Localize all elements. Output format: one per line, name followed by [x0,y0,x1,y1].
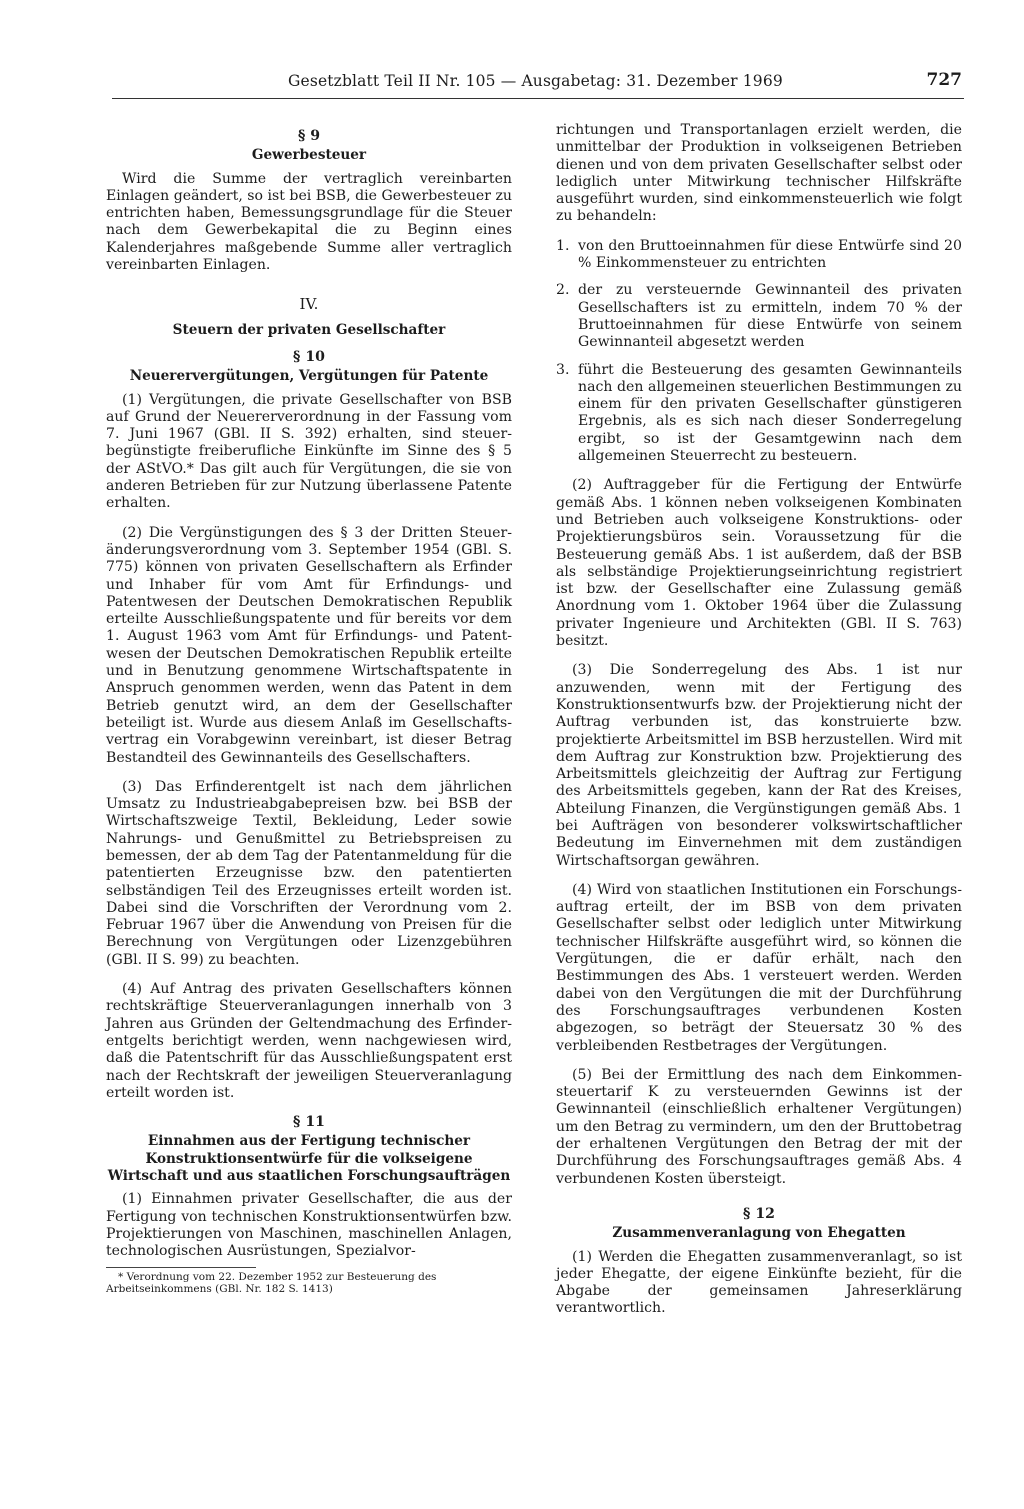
section-11-paragraph-5: (5) Bei der Ermittlung des nach dem Einkommensteuertarif K zu versteuernden Gewinns ist der Gewinnanteil (einschließlich erhaltener Vergütungen) um den Betrag zu vermindern, um den der Bruttobetrag der erhaltenen Vergütungen den Betrag der mit der Durchführung des Forschungsauftrages gemäß Abs. 4 verbundenen Kosten übersteigt. [556,1066,962,1187]
section-11-paragraph-2: (2) Auftraggeber für die Fertigung der Entwürfe gemäß Abs. 1 können neben volkseigenen Kombinaten und Betrieben auch volkseigene Konstruktions- oder Projektierungsbüros sein. Voraussetzung für die Besteuerung gemäß Abs. 1 ist außerdem, daß der BSB als selbständige Projektierungseinrichtung registriert ist bzw. der Gesellschafter eine Zulassung gemäß Anordnung vom 1. Oktober 1964 über die Zulassung privater Ingenieure und Architekten (GBl. II S. 763) besitzt. [556,477,962,650]
section-11-paragraph-1-continued: richtungen und Transportanlagen erzielt werden, die unmittelbar der Produktion in volkseigenen Betrieben dienen und von dem privaten Gesellschafter selbst oder lediglich unter Mitwirkung technischer Hilfskräfte ausgeführt wurden, sind einkommensteuerlich wie folgt zu behandeln: [556,122,962,225]
section-11-paragraph-4: (4) Wird von staatlichen Institutionen ein Forschungsauftrag erteilt, der im BSB von dem privaten Gesellschafter selbst oder lediglich unter Mitwirkung technischer Hilfskräfte ausgeführt wird, so können die Vergütungen, die er dafür erhält, nach den Bestimmungen des Abs. 1 versteuert werden. Werden dabei von den Vergütungen die mit der Durchführung des Forschungsauftrages verbundenen Kosten abgezogen, so beträgt der Steuersatz 30 % des verbleibenden Restbetrages der Vergütungen. [556,881,962,1054]
page-number: 727 [926,70,962,90]
right-column [556,122,962,1330]
list-item-number: 3. [556,361,570,378]
header-title: Gesetzblatt Teil II Nr. 105 — Ausgabetag: 31. Dezember 1969 [288,72,783,90]
list-item [556,282,962,351]
treatment-list [556,238,962,466]
section-10-paragraph-3: (3) Das Erfinderentgelt ist nach dem jährlichen Umsatz zu Industrieabgabepreisen bzw. bei BSB der Wirtschaftszweige Textil, Bekleidung, Leder sowie Nahrungs- und Genußmittel zu Betriebspreisen zu bemessen, der ab dem Tag der Patentanmeldung für die patentierten Erzeugnisse bzw. den patentierten selbständigen Teil des Erzeugnisses erteilt worden ist. Dabei sind die Vorschriften der Verordnung vom 2. Februar 1967 über die Anwendung von Preisen für die Berechnung von Vergütungen oder Lizenzgebühren (GBl. II S. 99) zu beachten. [106,778,512,968]
list-item-number: 1. [556,237,570,254]
page-header [112,72,964,102]
section-12-title: Zusammenveranlagung von Ehegatten [612,1225,906,1242]
part-title: Steuern der privaten Gesellschafter [172,321,446,338]
footnote: * Verordnung vom 22. Dezember 1952 zur Besteuerung des Arbeitseinkommens (GBl. Nr. 182 S. 1413) [106,1270,437,1295]
list-item-text: führt die Besteuerung des gesamten Gewinnanteils nach den allgemeinen steuerlichen Bestimmungen zu einem für den privaten Gesellschafter günstigeren Ergebnis, als es sich nach dieser Sonderregelung ergibt, so ist der Gesamtgewinn nach dem allgemeinen Steuerrecht zu besteuern. [578,361,962,465]
part-number: IV. [299,295,319,314]
header-rule [112,98,964,99]
section-12-paragraph-1: (1) Werden die Ehegatten zusammenveranlagt, so ist jeder Ehegatte, der eigene Einkünfte bezieht, für die Abgabe der gemeinsamen Jahreserklärung verantwortlich. [556,1248,962,1317]
section-10-paragraph-1: (1) Vergütungen, die private Gesellschafter von BSB auf Grund der Neuererverordnung in der Fassung vom 7. Juni 1967 (GBl. II S. 392) erhalten, sind steuerbegünstigte freiberufliche Einkünfte im Sinne des § 5 der AStVO.* Das gilt auch für Vergütungen, die sie von anderen Betrieben für zur Nutzung überlassene Patente erhalten. [106,391,512,512]
list-item [556,238,962,273]
section-11-paragraph-1-start: (1) Einnahmen privater Gesellschafter, die aus der Fertigung von technischen Konstruktionsentwürfen bzw. Projektierungen von Maschinen, maschinellen Anlagen, technologischen Ausrüstungen, Spezialvor- [106,1191,512,1260]
section-10-title: Neuerervergütungen, Vergütungen für Patente [129,368,489,385]
section-9-paragraph: Wird die Summe der vertraglich vereinbarten Einlagen geändert, so ist bei BSB, die Gewerbesteuer zu entrichten haben, Bemessungsgrundlage für die Steuer nach dem Gewerbekapital die zu Beginn eines Kalenderjahres maßgebende Summe aller vertraglich vereinbarten Einlagen. [106,170,512,274]
section-11-number: § 11 [293,1114,325,1131]
footnote-rule [106,1267,437,1295]
section-10-paragraph-4: (4) Auf Antrag des privaten Gesellschafters können rechtskräftige Steuerveranlagungen innerhalb von 3 Jahren aus Gründen der Geltendmachung des Erfinderentgelts berichtigt werden, wenn nachgewiesen wird, daß die Patentschrift für das Ausschließungspatent erst nach der Rechtskraft der jeweiligen Steuerveranlagung erteilt worden ist. [106,981,512,1101]
left-column [106,122,512,1295]
list-item-number: 2. [556,282,570,299]
section-9-number: § 9 [297,128,321,144]
section-9-title: Gewerbesteuer [251,147,367,164]
list-item [556,362,962,466]
section-10-number: § 10 [293,348,325,365]
section-11-title: Einnahmen aus der Fertigung technischer Konstruktionsentwürfe für die volkseigene Wirtschaft und aus staatlichen Forschungsaufträgen [107,1133,511,1185]
section-11-paragraph-3: (3) Die Sonderregelung des Abs. 1 ist nur anzuwenden, wenn mit der Fertigung des Konstruktionsentwurfs bzw. der Projektierung nicht der Auftrag verbunden ist, das konstruierte bzw. projektierte Arbeitsmittel im BSB herzustellen. Wird mit dem Auftrag zur Konstruktion bzw. Projektierung des Arbeitsmittels gleichzeitig der Auftrag zur Fertigung des Arbeitsmittels gegeben, kann der Rat des Kreises, Abteilung Finanzen, die Vergünstigungen gemäß Abs. 1 bei Aufträgen von besonderer volkswirtschaftlicher Bedeutung im Einvernehmen mit dem zuständigen Wirtschaftsorgan gewähren. [556,662,962,869]
list-item-text: von den Bruttoeinnahmen für diese Entwürfe sind 20 % Einkommensteuer zu entrichten [578,237,962,272]
list-item-text: der zu versteuernde Gewinnanteil des privaten Gesellschafters ist zu ermitteln, indem 70 % der Bruttoeinnahmen für diese Entwürfe von seinem Gewinnanteil abgesetzt werden [578,282,962,351]
section-12-number: § 12 [743,1205,775,1222]
section-10-paragraph-2: (2) Die Vergünstigungen des § 3 der Dritten Steueränderungsverordnung vom 3. September 1954 (GBl. S. 775) können von privaten Gesellschaftern als Erfinder und Inhaber für vom Amt für Erfindungs- und Patentwesen der Deutschen Demokratischen Republik erteilte Ausschließungspatente und für bereits vor dem 1. August 1963 vom Amt für Erfindungs- und Patentwesen der Deutschen Demokratischen Republik erteilte und in Benutzung genommene Wirtschaftspatente in Anspruch genommen werden, wenn das Patent in dem Betrieb genutzt wird, an dem der Gesellschafter beteiligt ist. Wurde aus diesem Anlaß im Gesellschaftsvertrag ein Vorabgewinn vereinbart, ist dieser Betrag Bestandteil des Gewinnanteils des Gesellschafters. [106,524,512,766]
